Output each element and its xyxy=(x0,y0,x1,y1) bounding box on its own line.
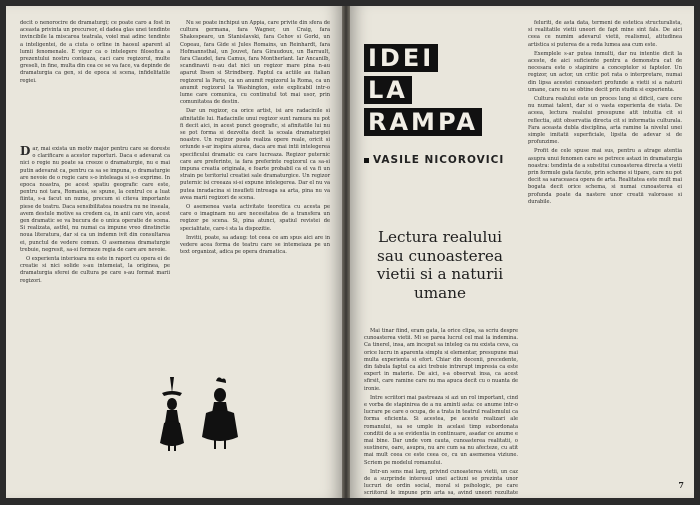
right-col2 xyxy=(528,20,682,484)
paragraph: Mai tinar fiind, eram gata, la orice clipa, sa scriu despre cunoasterea vietii. Mi se parea lucrul cel mai la indemina. Ca tinerel, insa, am inceput sa inteleg ca nu exista ceva, ca orice lucru in aparenta simplu si elementar, presupune mai multa experienta si efort. Chiar din decenii, precedente, din fabula faptul ca aici trebuie intrerupt impresia ca este expert in materie. De aici, s-a observat insa, ca acest sfirsit, care ramine care nu ma apuca decit cu o nuanta de ironie. xyxy=(364,328,518,392)
paragraph: Exemplele s-ar putea inmulti, dar nu intentie dicit la aceste, de aici suficiente pentru a demonstra cat de necesara este o stapinire a conceptelor si faptelor. Un regizor, un actor, un critic pot rata o interpretare, numai din lipsa acestei cunoasteri profunde a vietii si a naturii umane, care nu se obtine decit prin studiu si experienta. xyxy=(528,50,682,93)
drop-cap: D xyxy=(20,144,31,158)
paragraph: decit o nenorocire de dramaturgi; ce poate caro a fost in aceasta privinta un precursor, el dadea glas unei tendinte invincibile la miscarea teatrala, voiel mai adinc tendinte a inteligentei, de a ciuta o orline in haosul aparent al lumii fenomenale. E vigur ca o intelegere filosofica a prezentului nostru conteaza, caci care regizorul, multe greseli, in fine, multa din cea ce se va face, va depinde de dramaturgia ca gen, si de epoca si scena, infidelitatile regiei. xyxy=(20,20,170,84)
section-title-line: LA xyxy=(364,76,412,104)
right-figurine xyxy=(202,377,238,449)
section-title xyxy=(364,44,504,140)
paragraph: Invitii, poate, sa adaug: tot ceea ce am spus aici are in vedere acea forma de teatru care se intemeiaza pe un text organizat, adica pe opera dramatica. xyxy=(180,234,330,256)
book-gutter xyxy=(342,6,350,498)
paragraph: Dar, mai exista un motiv major pentru care se doreste o clarificare a acestor raporturi. Daca e adevarat ca nici o regie nu poate sa creeze o dramaturgie, nu e mai putin adevarat ca, pentru ca sa se impuna, o dramaturgie are nevoie de o regie care s-o inteleaga si s-o exprime. In epoca noastra, pe acest spatiu geografic care este, pentru noi tara, Romania, se spune, la centrul ce a luat fiinta, s-a facut un nume, precum si citeva importante piese de teatru. Daca sensibilitatea noastra nu ne inseala, avem destule motive sa credem ca, in anii care vin, acest gen dramatic se va bucura de o unica operatie de scena. Si realizata, astfel, nu numai ca impune vreo dinstinctie noua literatura, dar si ca un indemn ivit din consultarea ei, punctul de vedere comun. O asemenea dramaturgie trebuie, negresit, sa-si formeze regia de care are nevoie. xyxy=(20,144,170,253)
paragraph: Intre scriitori mai pastreaza si azi un rol important, cind e vorba de stapinirea de a nu aminti asta: ce anume intr-o lucrare pe care o ocupa, de a trata in teatrul realismului ca forma eficienta. Si acestea, pe aceste realizari ale romanului, sa se umple in acelasi timp subordonata conditii de a se evidentia in continuare, asadar ce anume e mai bine. Dar unde vom cauta, cunoasterea realitatii, o sustinere, oare, asupra, nu are cum sa nu afecteze, cu atit mai mult ceea ce este ceea ce, cu un asemenea viziune. Scriem pe modelul romanului. xyxy=(364,394,518,466)
paragraph: Intr-un sens mai larg, privind cunoasterea vietii, un caz de a surprinde interesul unei actiuni se prezinta unor lucruri de ordin social, moral si psihologic, pe care scriitorul le impune prin arta sa, avind uneori rezultate care nu sint intotdeauna satisfacatoare. xyxy=(364,468,518,504)
left-col1-bottom xyxy=(20,146,170,362)
right-page xyxy=(350,6,694,504)
section-title-line: RAMPA xyxy=(364,108,482,136)
article-headline: Lectura realului sau cunoasterea vietii si a naturii umane xyxy=(376,228,504,302)
paragraph: Profit de cele spuse mai sus, pentru a atrage atentia asupra unui fenomen care se petrece astazi in dramaturgia noastra: tendinta de a substitui cunoasterea directa a vietii prin formule gata facute, prin scheme si tipare, care nu pot decit sa saraceasca opera de arta. Realitatea este mult mai bogata decit orice schema, si numai cunoasterea ei profunda poate da nastere unor creatii valoroase si durabile. xyxy=(528,148,682,205)
bullet-square-icon xyxy=(364,158,369,163)
paragraph: O experienta interioara nu este in raport cu opera ei de creatie si nici solide s-au intemeiat, la originea, pe dramaturgia sferei de cultura pe care s-au format marii regizori. xyxy=(20,256,170,284)
left-col2 xyxy=(180,20,330,364)
left-col1-top xyxy=(20,20,170,138)
paragraph: feluriti, de asta data, termeni de estetica structuralista, si realitatile vietii uneori de fapt mine sint fals. De aici ceea ce numim adevarul vietii, realismul, atitudinea artistica si puterea de a reda lumea asa cum este. xyxy=(528,20,682,48)
figurines-illustration xyxy=(156,373,240,457)
page-number: 7 xyxy=(678,480,684,490)
paragraph: Dar un regizor, ca orice artist, isi are radacinile si afinitatile lui. Radacinile unui regizor sunt ramura nu pot fi decit aici, in acest punct geografic, si afinitatile lui nu se pot forma si dezvolta decit la scoala dramaturgiei noastre. Un regizor poate realiza opere reale, oricit si oriunde s-ar inspira aiurea, daca are mai intii intelegerea specificului dramatic cu care lucreaza. Regizor puternic care are preferinte, ia fara preferinte regizorul ca sa-si impuna creatia originala, e foarte probabil ca el va fi un strain pe teritoriul creatiei sale dramaturgice. Un regizor puternic isi creeaza si-si expune intelegerea. Dar el nu va putea inradacina si insufleti intreaga sa arta, pina nu va avea marii regizori de scena. xyxy=(180,108,330,201)
right-col1 xyxy=(364,328,518,504)
paragraph: O asemenea vasta activitate teoretica cu acesta pe care o imaginam nu are necesitatea de a transfera un regizor pe scena. Si, pina atunci, spatiul revistei de specialitate, care-i sta la dispozitie. xyxy=(180,204,330,232)
paragraph: Nu se poate inchipui un Appia, care privite din sfera de cultura germana, fara Wagner, un Craig, fara Shakespeare, un Stanislavski, fara Cehov si Gorki, un Copeau, fara Gide si Jules Romains, un Reinhardt, fara Hofmannsthal, un Jouvet, fara Giraudoux, un Barrault, fara Claudel, fara Camus, fara Montherlant. Iar Ancanilb, scandinavii n-au dat nici un regizor mare pina n-au aparut Ibsen si Strindberg. Faptul ca actiile au italian regizorul la Paris, ca un anumit regizorul la Roma, ca un anumit regizorul la Washington, este explicabil intr-o lume care comunica, cu continutul tot mai usor, prin comunitatea de destin. xyxy=(180,20,330,106)
author-name: VASILE NICOROVICI xyxy=(364,154,504,166)
left-page xyxy=(6,6,342,498)
section-title-line: IDEI xyxy=(364,44,438,72)
paragraph: Cultura realului este un proces lung si dificil, care cere nu numai talent, dar si o vasta experienta de viata. De aceea, lectura realului presupune atit intuitia cit si reflectia, atit observatia directa cit si informatia culturala. Fara aceasta dubla disciplina, arta ramine la nivelul unei simple imitatii superficiale, lipsita de adevar si de profunzime. xyxy=(528,96,682,146)
left-figurine xyxy=(160,377,184,451)
